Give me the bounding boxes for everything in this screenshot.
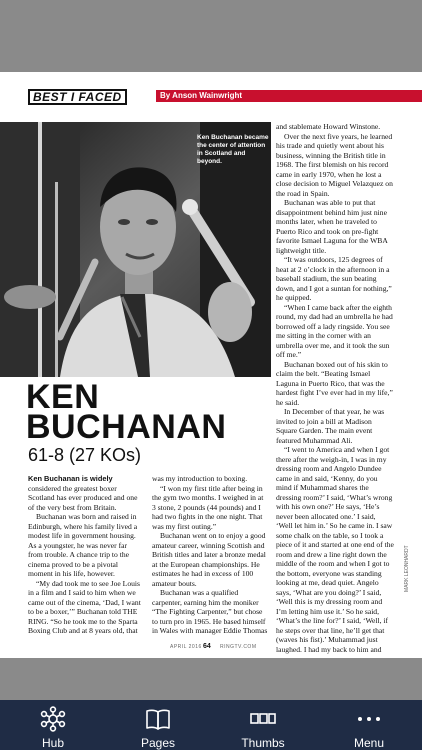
footer-date: APRIL 2016 [170, 644, 202, 650]
column-3-paragraph: “When I came back after the eighth round, my dad had an umbrella he had borrowed off a lady ringside. You see me sitting in the corner with an umbrella over me, and it took the sun off me.” [276, 302, 393, 359]
article-column-3 [276, 122, 394, 654]
section-header [28, 89, 422, 105]
tab-thumbs-label: Thumbs [241, 736, 285, 750]
hub-icon [40, 706, 66, 732]
column-3-paragraph: Over the next five years, he learned his trade and quietly went about his business, winning the British title in 1968. The first blemish on his record came in early 1970, when he lost a close decision to Miguel Velazquez on the road in Spain. [276, 131, 393, 198]
bottom-tab-bar [0, 700, 422, 750]
column-2-paragraph: Buchanan was a qualified carpenter, earning him the moniker “The Fighting Carpenter,” but chose to turn pro in 1965. He based himself in Wales with manager Eddie Thomas [152, 588, 268, 635]
thumbs-icon [245, 706, 281, 732]
fight-record: 61-8 (27 KOs) [28, 445, 142, 465]
photo-caption: Ken Buchanan became the center of attention in Scotland and beyond. [197, 134, 269, 165]
column-3-paragraph: “It was outdoors, 125 degrees of heat at 2 o’clock in the afternoon in a baseball stadium, the sun beating down, and I got a suntan for nothing,” he quipped. [276, 255, 392, 302]
column-3-paragraph: “I went to America and when I got there after the weigh-in, I was in my dressing room and Angelo Dundee came in and said, ‘Kenny, do you mind if Muhammad shares the dressing room?’ I said, ‘What’s wrong with his own one?’ He says, ‘He’s never been allocated one.’ I said, ‘Well let him in.’ So he came in. I saw some chalk on the table, so I took a piece of it and started at one end of the room and drew a line right down the middle of the room and when I got to the bottom, everyone was standing looking at me, dead quiet. Angelo says, ‘What are you doing?’ I said, ‘Well this is my dressing room and I’m letting him use it.’ So he said, ‘What’s the line for?’ I said, ‘Well, if he steps over that line, he’ll get that (waves his fist).’ Muhammad just laughed. I had my back to him and [276, 445, 394, 654]
column-1-paragraph [28, 474, 142, 512]
column-2-paragraph: “I won my first title after being in the gym two months. I weighed in at 3 stone, 2 pounds (44 pounds) and I had two fights in the one night. That was my first outing.” [152, 483, 264, 531]
tab-menu-label: Menu [353, 736, 385, 750]
tab-hub-label: Hub [41, 736, 64, 750]
article-column-1 [28, 474, 142, 636]
column-3-paragraph: Buchanan was able to put that disappointment behind him just nine months later, when he traveled to Puerto Rico and took on pre-fight favorite Ismael Laguna for the WBA lightweight title. [276, 198, 388, 255]
column-2-paragraph: Buchanan went on to enjoy a good amateur career, winning Scottish and British titles and later a bronze medal at the European championships. He estimates he had in excess of 100 amateur bouts. [152, 531, 266, 588]
book-icon [145, 706, 171, 732]
footer-site: RINGTV.COM [220, 644, 257, 650]
byline-prefix: By [160, 91, 171, 100]
tab-pages[interactable] [118, 700, 198, 750]
tab-pages-label: Pages [140, 736, 176, 750]
column-3-paragraph: and stablemate Howard Winstone. [276, 122, 381, 131]
headline-line-1: KEN [26, 378, 100, 416]
column-1-paragraph: Buchanan was born and raised in Edinburgh, where his family lived a modest life in government housing. As a youngster, he was never far from trouble. A chance trip to the cinema proved to be a pivotal moment in his life, however. [28, 512, 138, 578]
lead-in: Ken Buchanan is widely [28, 474, 113, 483]
column-3-paragraph: Buchanan boxed out of his skin to claim the belt. “Beating Ismael Laguna in Puerto Rico, that was the hardest fight I’ve ever had in my life,” he said. [276, 359, 393, 407]
article-column-2 [152, 474, 268, 636]
column-1-paragraph: “My dad took me to see Joe Louis in a film and I said to him when we came out of the cinema, ‘Dad, I want to be a boxer,’” Buchanan told THE RING. “So he took me to the Sparta Boxing Club and at 8 years old, that [28, 578, 141, 635]
headline-line-2: BUCHANAN [26, 408, 227, 446]
magazine-page[interactable] [0, 72, 422, 658]
byline-author: Anson Wainwright [172, 91, 243, 100]
column-2-paragraph: was my introduction to boxing. [152, 474, 248, 483]
tab-menu[interactable] [329, 700, 409, 750]
tab-hub[interactable] [13, 700, 93, 750]
photo-credit: MARK LEONHARDT [404, 545, 410, 592]
section-kicker: BEST I FACED [28, 89, 127, 105]
page-footer [0, 643, 422, 653]
article-headline [26, 378, 227, 446]
byline [160, 90, 242, 102]
more-icon [356, 706, 382, 732]
column-3-paragraph: In December of that year, he was invited to join a bill at Madison Square Garden. The main event featured Muhammad Ali. [276, 407, 385, 445]
tab-thumbs[interactable] [223, 700, 303, 750]
page-number: 64 [203, 643, 211, 650]
lead-rest: considered the greatest boxer Scotland has ever produced and one of the very best from Britain. [28, 483, 138, 512]
